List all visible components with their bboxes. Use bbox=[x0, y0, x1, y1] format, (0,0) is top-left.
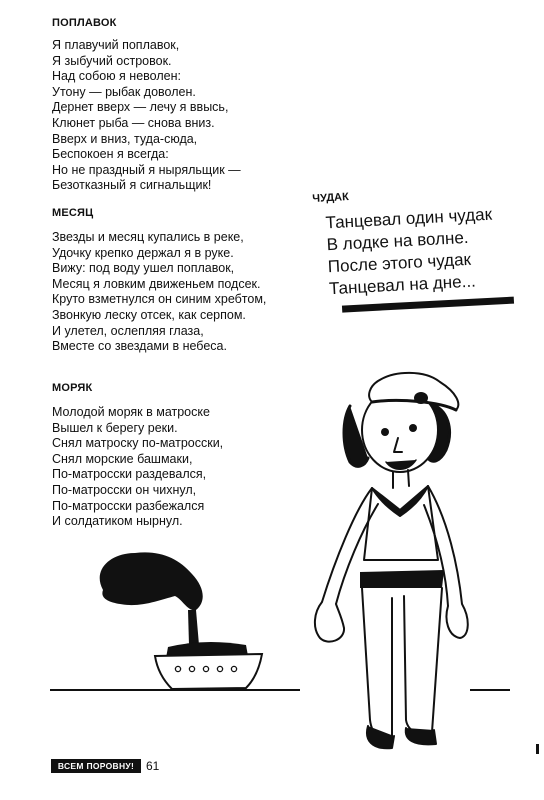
poem-line: По-матросски раздевался, bbox=[52, 467, 207, 482]
poem-line: И солдатиком нырнул. bbox=[52, 514, 183, 529]
poem-line: Танцевал один чудак bbox=[325, 204, 493, 233]
poem-line: Танцевал на дне... bbox=[328, 271, 477, 299]
left-leg bbox=[362, 588, 392, 738]
smokestack bbox=[188, 610, 199, 645]
page-edge-mark bbox=[536, 744, 539, 754]
poem-line: Вверх и вниз, туда-сюда, bbox=[52, 131, 198, 146]
poem-line: Звонкую леску отсек, как серпом. bbox=[52, 307, 246, 322]
poem-line: В лодке на волне. bbox=[326, 227, 469, 255]
poem-line: Клюнет рыба — снова вниз. bbox=[52, 115, 215, 130]
poem-line: По-матросски разбежался bbox=[52, 498, 205, 513]
poem-line: Но не праздный я ныряльщик — bbox=[52, 162, 241, 177]
right-hand bbox=[447, 604, 468, 638]
poem-line: Вышел к берегу реки. bbox=[52, 420, 178, 435]
poem-line: Звезды и месяц купались в реке, bbox=[52, 230, 244, 244]
left-arm-inner bbox=[336, 504, 378, 604]
poem-line: Над собою я неволен: bbox=[52, 69, 181, 84]
eye bbox=[381, 428, 389, 436]
poem-line: После этого чудак bbox=[327, 249, 472, 277]
poem-line: Безотказный я сигнальщик! bbox=[52, 178, 212, 193]
poem-line: Дернет вверх — лечу я ввысь, bbox=[52, 100, 229, 115]
left-hand bbox=[315, 602, 344, 642]
poem-line: Удочку крепко держал я в руке. bbox=[52, 245, 234, 260]
poem-line: Снял морские башмаки, bbox=[52, 451, 193, 466]
poem-title-poplavok: ПОПЛАВОК bbox=[52, 17, 117, 29]
hull bbox=[155, 654, 262, 689]
smoke-cloud bbox=[100, 552, 203, 610]
page-number: 61 bbox=[146, 759, 160, 773]
sailor-drawing bbox=[315, 373, 468, 748]
poem-line: Я плавучий поплавок, bbox=[52, 38, 180, 52]
cap-pompom bbox=[414, 392, 428, 404]
steamboat-drawing bbox=[100, 552, 262, 689]
poem-title-mesyats: МЕСЯЦ bbox=[52, 207, 94, 219]
poem-title-chudak: ЧУДАК bbox=[312, 191, 350, 205]
poem-line: Я зыбучий островок. bbox=[52, 53, 172, 68]
series-badge: ВСЕМ ПОРОВНУ! bbox=[51, 759, 141, 773]
sailor-collar bbox=[372, 486, 428, 516]
belt bbox=[360, 570, 444, 588]
poem-line: Беспокоен я всегда: bbox=[52, 147, 169, 162]
eye bbox=[409, 424, 417, 432]
right-boot bbox=[406, 728, 436, 744]
poem-line: Молодой моряк в матроске bbox=[52, 405, 210, 419]
poem-line: Утону — рыбак доволен. bbox=[52, 84, 196, 99]
poem-line: По-матросски он чихнул, bbox=[52, 482, 197, 497]
poem-line: Снял матроску по-матросски, bbox=[52, 436, 224, 451]
left-boot bbox=[367, 726, 394, 748]
poem-line: И улетел, ослепляя глаза, bbox=[52, 323, 204, 338]
right-leg bbox=[404, 588, 442, 734]
shirt-torso bbox=[364, 486, 438, 560]
poem-line: Месяц я ловким движеньем подсек. bbox=[52, 276, 261, 291]
poem-line: Вижу: под воду ушел поплавок, bbox=[52, 261, 235, 276]
poem-title-moryak: МОРЯК bbox=[52, 382, 93, 394]
poem-line: Круто взметнулся он синим хребтом, bbox=[52, 292, 267, 307]
poem-line: Вместе со звездами в небеса. bbox=[52, 339, 227, 354]
